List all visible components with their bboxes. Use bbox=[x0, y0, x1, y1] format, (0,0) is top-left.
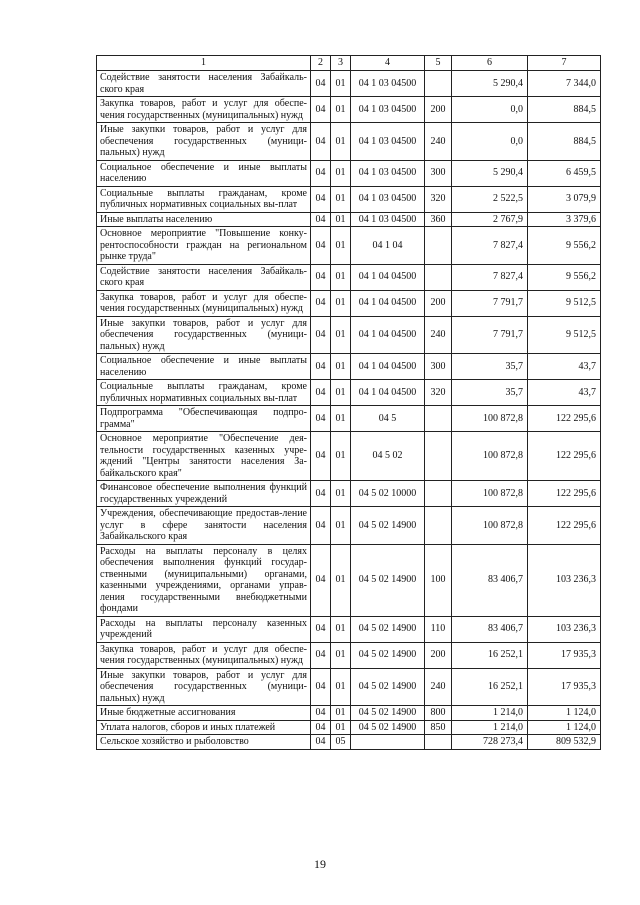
row-name-cell: Сельское хозяйство и рыболовство bbox=[97, 735, 311, 750]
amount-year2-cell: 3 379,6 bbox=[528, 212, 601, 227]
amount-year1-cell: 2 767,9 bbox=[452, 212, 528, 227]
row-name-cell: Основное мероприятие "Повышение конку-рентоспособности граждан на региональном рынке труда" bbox=[97, 227, 311, 265]
expense-type-cell bbox=[425, 432, 452, 481]
target-article-cell: 04 1 04 bbox=[351, 227, 425, 265]
amount-year2-cell: 6 459,5 bbox=[528, 160, 601, 186]
target-article-cell: 04 1 03 04500 bbox=[351, 97, 425, 123]
table-row bbox=[97, 160, 601, 186]
expense-type-cell: 240 bbox=[425, 316, 452, 354]
table-body bbox=[97, 71, 601, 750]
amount-year2-cell: 884,5 bbox=[528, 123, 601, 161]
row-name-cell: Социальное обеспечение и иные выплаты населению bbox=[97, 354, 311, 380]
expense-type-cell bbox=[425, 227, 452, 265]
column-header: 1 bbox=[97, 56, 311, 71]
section-code-cell: 04 bbox=[311, 354, 331, 380]
amount-year1-cell: 2 522,5 bbox=[452, 186, 528, 212]
subsection-code-cell: 01 bbox=[331, 97, 351, 123]
expense-type-cell bbox=[425, 507, 452, 545]
column-header: 5 bbox=[425, 56, 452, 71]
page-number: 19 bbox=[314, 857, 326, 871]
target-article-cell: 04 5 02 14900 bbox=[351, 544, 425, 616]
row-name-cell: Расходы на выплаты персоналу казенных учреждений bbox=[97, 616, 311, 642]
amount-year2-cell: 43,7 bbox=[528, 380, 601, 406]
table-row bbox=[97, 720, 601, 735]
section-code-cell: 04 bbox=[311, 212, 331, 227]
amount-year2-cell: 122 295,6 bbox=[528, 432, 601, 481]
amount-year1-cell: 7 791,7 bbox=[452, 290, 528, 316]
table-row bbox=[97, 668, 601, 706]
amount-year1-cell: 728 273,4 bbox=[452, 735, 528, 750]
amount-year2-cell: 122 295,6 bbox=[528, 481, 601, 507]
section-code-cell: 04 bbox=[311, 616, 331, 642]
expense-type-cell: 300 bbox=[425, 160, 452, 186]
row-name-cell: Закупка товаров, работ и услуг для обеспе-чения государственных (муниципальных) нужд bbox=[97, 290, 311, 316]
amount-year1-cell: 7 827,4 bbox=[452, 264, 528, 290]
row-name-cell: Социальное обеспечение и иные выплаты населению bbox=[97, 160, 311, 186]
target-article-cell: 04 1 03 04500 bbox=[351, 71, 425, 97]
table-row bbox=[97, 354, 601, 380]
amount-year2-cell: 103 236,3 bbox=[528, 616, 601, 642]
amount-year1-cell: 100 872,8 bbox=[452, 406, 528, 432]
target-article-cell: 04 5 02 14900 bbox=[351, 706, 425, 721]
amount-year1-cell: 0,0 bbox=[452, 123, 528, 161]
section-code-cell: 04 bbox=[311, 227, 331, 265]
amount-year2-cell: 122 295,6 bbox=[528, 406, 601, 432]
section-code-cell: 04 bbox=[311, 642, 331, 668]
target-article-cell: 04 5 02 14900 bbox=[351, 720, 425, 735]
amount-year1-cell: 1 214,0 bbox=[452, 706, 528, 721]
target-article-cell: 04 1 04 04500 bbox=[351, 380, 425, 406]
amount-year1-cell: 83 406,7 bbox=[452, 616, 528, 642]
row-name-cell: Финансовое обеспечение выполнения функций государственных учреждений bbox=[97, 481, 311, 507]
row-name-cell: Подпрограмма "Обеспечивающая подпро-грамма" bbox=[97, 406, 311, 432]
amount-year2-cell: 1 124,0 bbox=[528, 706, 601, 721]
amount-year1-cell: 0,0 bbox=[452, 97, 528, 123]
row-name-cell: Социальные выплаты гражданам, кроме публичных нормативных социальных вы-плат bbox=[97, 380, 311, 406]
section-code-cell: 04 bbox=[311, 97, 331, 123]
subsection-code-cell: 01 bbox=[331, 616, 351, 642]
section-code-cell: 04 bbox=[311, 160, 331, 186]
row-name-cell: Уплата налогов, сборов и иных платежей bbox=[97, 720, 311, 735]
target-article-cell: 04 1 04 04500 bbox=[351, 354, 425, 380]
column-header: 6 bbox=[452, 56, 528, 71]
expense-type-cell: 360 bbox=[425, 212, 452, 227]
target-article-cell: 04 1 03 04500 bbox=[351, 160, 425, 186]
expense-type-cell: 110 bbox=[425, 616, 452, 642]
amount-year2-cell: 103 236,3 bbox=[528, 544, 601, 616]
expense-type-cell bbox=[425, 264, 452, 290]
target-article-cell: 04 5 02 14900 bbox=[351, 507, 425, 545]
row-name-cell: Иные закупки товаров, работ и услуг для обеспечения государственных (муници-пальных) нужд bbox=[97, 668, 311, 706]
table-row bbox=[97, 507, 601, 545]
section-code-cell: 04 bbox=[311, 507, 331, 545]
target-article-cell: 04 5 bbox=[351, 406, 425, 432]
target-article-cell: 04 1 03 04500 bbox=[351, 123, 425, 161]
section-code-cell: 04 bbox=[311, 123, 331, 161]
subsection-code-cell: 01 bbox=[331, 290, 351, 316]
table-row bbox=[97, 616, 601, 642]
column-header: 4 bbox=[351, 56, 425, 71]
table-row bbox=[97, 544, 601, 616]
expense-type-cell: 200 bbox=[425, 97, 452, 123]
expense-type-cell: 240 bbox=[425, 123, 452, 161]
row-name-cell: Иные закупки товаров, работ и услуг для обеспечения государственных (муници-пальных) нужд bbox=[97, 316, 311, 354]
target-article-cell: 04 5 02 14900 bbox=[351, 616, 425, 642]
amount-year1-cell: 7 791,7 bbox=[452, 316, 528, 354]
row-name-cell: Социальные выплаты гражданам, кроме публичных нормативных социальных вы-плат bbox=[97, 186, 311, 212]
table-header-row bbox=[97, 56, 601, 71]
section-code-cell: 04 bbox=[311, 290, 331, 316]
expense-type-cell: 300 bbox=[425, 354, 452, 380]
row-name-cell: Содействие занятости населения Забайкаль-ского края bbox=[97, 71, 311, 97]
table-row bbox=[97, 212, 601, 227]
target-article-cell: 04 5 02 14900 bbox=[351, 642, 425, 668]
subsection-code-cell: 01 bbox=[331, 316, 351, 354]
expense-type-cell: 320 bbox=[425, 186, 452, 212]
amount-year2-cell: 7 344,0 bbox=[528, 71, 601, 97]
table-row bbox=[97, 432, 601, 481]
section-code-cell: 04 bbox=[311, 544, 331, 616]
target-article-cell: 04 1 04 04500 bbox=[351, 264, 425, 290]
subsection-code-cell: 01 bbox=[331, 380, 351, 406]
expense-type-cell: 200 bbox=[425, 642, 452, 668]
amount-year1-cell: 1 214,0 bbox=[452, 720, 528, 735]
amount-year2-cell: 9 512,5 bbox=[528, 316, 601, 354]
section-code-cell: 04 bbox=[311, 316, 331, 354]
subsection-code-cell: 01 bbox=[331, 706, 351, 721]
amount-year2-cell: 9 512,5 bbox=[528, 290, 601, 316]
expense-type-cell bbox=[425, 71, 452, 97]
amount-year1-cell: 100 872,8 bbox=[452, 481, 528, 507]
table-row bbox=[97, 264, 601, 290]
column-header: 7 bbox=[528, 56, 601, 71]
amount-year2-cell: 43,7 bbox=[528, 354, 601, 380]
table-row bbox=[97, 123, 601, 161]
row-name-cell: Расходы на выплаты персоналу в целях обеспечения выполнения функций государ-ственными (муниципальными) органами, казенными учреждениями, органами управ-ления государственными внебюджетными фондами bbox=[97, 544, 311, 616]
row-name-cell: Иные выплаты населению bbox=[97, 212, 311, 227]
row-name-cell: Закупка товаров, работ и услуг для обеспе-чения государственных (муниципальных) нужд bbox=[97, 97, 311, 123]
subsection-code-cell: 01 bbox=[331, 160, 351, 186]
row-name-cell: Содействие занятости населения Забайкаль-ского края bbox=[97, 264, 311, 290]
subsection-code-cell: 01 bbox=[331, 507, 351, 545]
table-row bbox=[97, 642, 601, 668]
row-name-cell: Закупка товаров, работ и услуг для обеспе-чения государственных (муниципальных) нужд bbox=[97, 642, 311, 668]
table-row bbox=[97, 186, 601, 212]
target-article-cell: 04 1 03 04500 bbox=[351, 212, 425, 227]
section-code-cell: 04 bbox=[311, 481, 331, 507]
subsection-code-cell: 01 bbox=[331, 212, 351, 227]
expense-type-cell: 100 bbox=[425, 544, 452, 616]
expense-type-cell: 320 bbox=[425, 380, 452, 406]
subsection-code-cell: 01 bbox=[331, 71, 351, 97]
amount-year1-cell: 35,7 bbox=[452, 354, 528, 380]
amount-year2-cell: 17 935,3 bbox=[528, 642, 601, 668]
subsection-code-cell: 01 bbox=[331, 642, 351, 668]
document-page bbox=[96, 55, 600, 750]
target-article-cell: 04 1 04 04500 bbox=[351, 316, 425, 354]
column-header: 3 bbox=[331, 56, 351, 71]
target-article-cell: 04 1 04 04500 bbox=[351, 290, 425, 316]
section-code-cell: 04 bbox=[311, 706, 331, 721]
section-code-cell: 04 bbox=[311, 668, 331, 706]
amount-year1-cell: 16 252,1 bbox=[452, 668, 528, 706]
amount-year2-cell: 884,5 bbox=[528, 97, 601, 123]
amount-year2-cell: 9 556,2 bbox=[528, 264, 601, 290]
amount-year2-cell: 122 295,6 bbox=[528, 507, 601, 545]
subsection-code-cell: 01 bbox=[331, 354, 351, 380]
section-code-cell: 04 bbox=[311, 735, 331, 750]
subsection-code-cell: 01 bbox=[331, 481, 351, 507]
row-name-cell: Иные бюджетные ассигнования bbox=[97, 706, 311, 721]
subsection-code-cell: 01 bbox=[331, 186, 351, 212]
subsection-code-cell: 05 bbox=[331, 735, 351, 750]
section-code-cell: 04 bbox=[311, 432, 331, 481]
section-code-cell: 04 bbox=[311, 264, 331, 290]
subsection-code-cell: 01 bbox=[331, 720, 351, 735]
target-article-cell: 04 5 02 10000 bbox=[351, 481, 425, 507]
expense-type-cell: 850 bbox=[425, 720, 452, 735]
subsection-code-cell: 01 bbox=[331, 264, 351, 290]
amount-year2-cell: 9 556,2 bbox=[528, 227, 601, 265]
target-article-cell bbox=[351, 735, 425, 750]
section-code-cell: 04 bbox=[311, 71, 331, 97]
amount-year1-cell: 35,7 bbox=[452, 380, 528, 406]
subsection-code-cell: 01 bbox=[331, 406, 351, 432]
table-row bbox=[97, 380, 601, 406]
column-header: 2 bbox=[311, 56, 331, 71]
expense-type-cell bbox=[425, 735, 452, 750]
section-code-cell: 04 bbox=[311, 406, 331, 432]
subsection-code-cell: 01 bbox=[331, 123, 351, 161]
table-row bbox=[97, 406, 601, 432]
amount-year1-cell: 5 290,4 bbox=[452, 71, 528, 97]
amount-year2-cell: 17 935,3 bbox=[528, 668, 601, 706]
row-name-cell: Учреждения, обеспечивающие предостав-ление услуг в сфере занятости населения Забайкальского края bbox=[97, 507, 311, 545]
table-row bbox=[97, 290, 601, 316]
table-row bbox=[97, 735, 601, 750]
table-row bbox=[97, 481, 601, 507]
budget-table bbox=[96, 55, 601, 750]
amount-year1-cell: 83 406,7 bbox=[452, 544, 528, 616]
subsection-code-cell: 01 bbox=[331, 227, 351, 265]
table-row bbox=[97, 706, 601, 721]
subsection-code-cell: 01 bbox=[331, 544, 351, 616]
row-name-cell: Основное мероприятие "Обеспечение дея-тельности государственных казенных учре-ждений "Центры занятости населения За-байкальского края" bbox=[97, 432, 311, 481]
expense-type-cell bbox=[425, 481, 452, 507]
section-code-cell: 04 bbox=[311, 380, 331, 406]
expense-type-cell: 240 bbox=[425, 668, 452, 706]
section-code-cell: 04 bbox=[311, 186, 331, 212]
amount-year1-cell: 16 252,1 bbox=[452, 642, 528, 668]
table-row bbox=[97, 316, 601, 354]
target-article-cell: 04 5 02 14900 bbox=[351, 668, 425, 706]
amount-year2-cell: 3 079,9 bbox=[528, 186, 601, 212]
target-article-cell: 04 1 03 04500 bbox=[351, 186, 425, 212]
amount-year2-cell: 1 124,0 bbox=[528, 720, 601, 735]
target-article-cell: 04 5 02 bbox=[351, 432, 425, 481]
section-code-cell: 04 bbox=[311, 720, 331, 735]
expense-type-cell bbox=[425, 406, 452, 432]
table-row bbox=[97, 227, 601, 265]
table-row bbox=[97, 97, 601, 123]
subsection-code-cell: 01 bbox=[331, 432, 351, 481]
amount-year1-cell: 5 290,4 bbox=[452, 160, 528, 186]
amount-year1-cell: 100 872,8 bbox=[452, 507, 528, 545]
amount-year1-cell: 7 827,4 bbox=[452, 227, 528, 265]
subsection-code-cell: 01 bbox=[331, 668, 351, 706]
table-row bbox=[97, 71, 601, 97]
expense-type-cell: 200 bbox=[425, 290, 452, 316]
row-name-cell: Иные закупки товаров, работ и услуг для обеспечения государственных (муници-пальных) нужд bbox=[97, 123, 311, 161]
amount-year1-cell: 100 872,8 bbox=[452, 432, 528, 481]
expense-type-cell: 800 bbox=[425, 706, 452, 721]
amount-year2-cell: 809 532,9 bbox=[528, 735, 601, 750]
